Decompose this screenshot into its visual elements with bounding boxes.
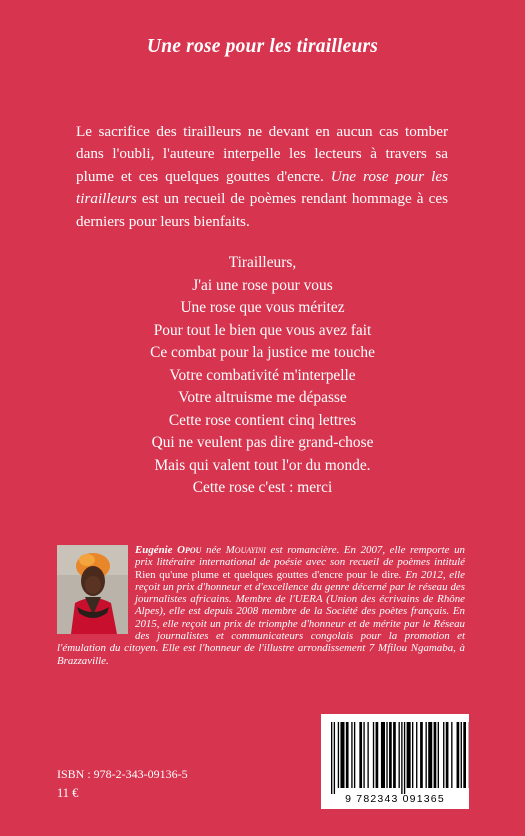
barcode-bar: [461, 722, 462, 788]
barcode-bar: [407, 722, 411, 788]
poem-line: Qui ne veulent pas dire grand-chose: [151, 434, 374, 451]
isbn: ISBN : 978-2-343-09136-5: [57, 767, 188, 781]
photo-spacer: [57, 544, 135, 640]
poem-line: Ce combat pour la justice me touche: [150, 344, 375, 361]
book-title: Une rose pour les tirailleurs: [146, 36, 379, 57]
poem-line: Cette rose contient cinq lettres: [168, 411, 357, 429]
barcode: [321, 714, 469, 809]
barcode-bar: [373, 722, 374, 788]
barcode-bar: [412, 722, 413, 788]
barcode-bar: [446, 722, 449, 788]
barcode-bar: [393, 722, 396, 788]
barcode-bar: [416, 722, 417, 788]
barcode-bar: [354, 722, 355, 788]
author-bio: [57, 544, 465, 667]
intro-book-title: Une rose pour les tirailleurs: [76, 167, 448, 208]
barcode-bar: [434, 722, 437, 788]
poem-line: Votre altruisme me dépasse: [178, 389, 347, 406]
barcode-bar: [376, 722, 379, 788]
poem-line: J'ai une rose pour vous: [192, 276, 333, 294]
barcode-bar: [346, 722, 349, 788]
barcode-bar: [363, 722, 364, 788]
author-surname: Opou: [177, 544, 202, 556]
poem-line: Une rose que vous méritez: [180, 299, 345, 316]
barcode-bar: [404, 722, 405, 794]
barcode-bar: [401, 722, 402, 794]
poem: [0, 252, 525, 500]
author-first-name: Eugénie: [135, 544, 173, 556]
bio-collection-title: Rien qu'une plume et quelques gouttes d'encre pour le dire: [135, 568, 399, 581]
barcode-bar: [428, 722, 432, 788]
barcode-graphic: [321, 714, 469, 809]
barcode-bar: [463, 722, 466, 788]
barcode-bar: [389, 722, 392, 788]
intro-text-part1: Le sacrifice des tirailleurs ne devant en aucun cas tomber dans l'oubli, l'auteure interpelle les lecteurs à travers sa plume et ces quelques gouttes d'encre.: [76, 123, 448, 185]
barcode-bar: [381, 722, 385, 788]
price: 11 €: [57, 786, 79, 800]
barcode-bar: [367, 722, 368, 788]
author-maiden-name: Mouayini: [225, 544, 266, 556]
intro-text-part2: est un recueil de poèmes rendant hommage à ces derniers pour leurs bienfaits.: [76, 190, 448, 230]
poem-line: Tirailleurs,: [228, 254, 297, 271]
poem-line: Votre combativité m'interpelle: [169, 366, 356, 384]
poem-line: Cette rose c'est : merci: [192, 479, 333, 496]
intro-paragraph: [76, 121, 448, 233]
poem-line: Pour tout le bien que vous avez fait: [153, 321, 372, 339]
barcode-bar: [399, 722, 400, 788]
barcode-bar: [457, 722, 460, 788]
barcode-bar: [334, 722, 335, 794]
barcode-bar: [331, 722, 332, 794]
barcode-bar: [420, 722, 423, 788]
poem-line: Mais qui valent tout l'or du monde.: [154, 456, 371, 474]
barcode-bar: [338, 722, 339, 788]
barcode-bar: [443, 722, 444, 788]
barcode-bar: [351, 722, 352, 788]
barcode-bar: [386, 722, 387, 788]
author-nee: née: [201, 544, 226, 556]
barcode-bar: [426, 722, 427, 788]
bio-text-1: est romancière. En 2007, elle remporte un prix littéraire international de poésie avec son recueil de poèmes intitulé: [135, 544, 465, 569]
barcode-bar: [340, 722, 344, 788]
barcode-digits: 9 782343 091365: [345, 793, 445, 805]
barcode-bar: [359, 722, 362, 788]
barcode-bars: [331, 722, 469, 794]
bio-text-2: . En 2012, elle reçoit un prix d'honneur et d'excellence du genre décerné par le réseau des journalistes africains. Membre de l'UERA (Union des écrivains de Rhône Alpes), elle est depuis 2008 membre de la Société des poètes français. En 2015, elle reçoit un prix de triomphe d'honneur et de mérite par le Réseau des journalistes et communicateurs congolais pour la promotion et l'émulation du citoyen. Elle est l'honneur de l'illustre arrondissement 7 Mfilou Ngamaba, à Brazzaville.: [57, 568, 465, 667]
barcode-bar: [451, 722, 452, 788]
barcode-bar: [438, 722, 439, 788]
